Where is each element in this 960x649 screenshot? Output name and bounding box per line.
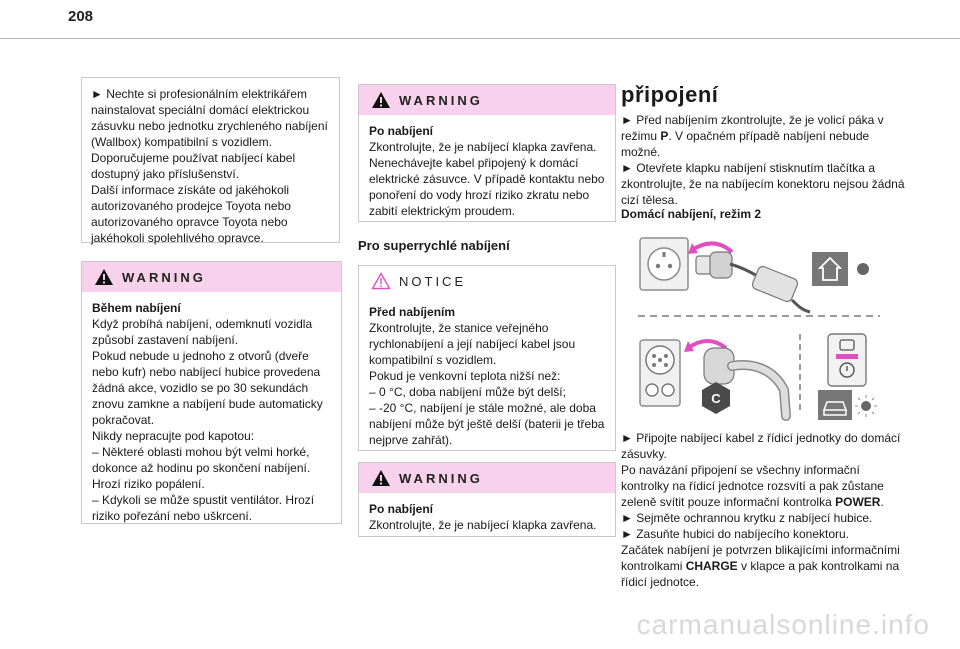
warning-header (82, 262, 341, 292)
charging-cable-plug-icon (696, 252, 810, 312)
indicator-light-icon (857, 263, 869, 275)
connection-steps (621, 430, 907, 590)
subheading-home-charging: Domácí nabíjení, režim 2 (621, 207, 762, 221)
top-divider (0, 38, 960, 39)
callout-c-badge (702, 382, 730, 414)
notice-header (359, 266, 615, 296)
warning-header (359, 463, 615, 493)
warning-triangle-icon (94, 268, 114, 286)
notice-title: Před nabíjením (369, 305, 456, 319)
section-title-superfast: Pro superrychlé nabíjení (358, 238, 510, 253)
connection-steps-text: ► Připojte nabíjecí kabel z řídicí jednotky do domácí zásuvky. Po navázání připojení se všechny informační kontrolky na řídicí jednotce rozsvítí a pak zůstane zeleně svítit pouze informační kontrolka POWER. ► Sejměte ochrannou krytku z nabíjecí hubice. ► Zasuňte hubici do nabíjecího konektoru. Začátek nabíjení je potvrzen blikajícími informačními kontrolkami CHARGE v klapce a pak kontrolkami na řídicí jednotce. (621, 431, 901, 589)
connection-intro-text: ► Před nabíjením zkontrolujte, že je volicí páka v režimu P. V opačném případě nabíjení nebude možné. ► Otevřete klapku nabíjení stisknutím tlačítka a zkontrolujte, že na nabíjecím konektoru nejsou žádná cizí tělesa. (621, 113, 905, 207)
svg-text:C: C (711, 391, 721, 406)
notice-body: Zkontrolujte, že stanice veřejného rychlonabíjení a její nabíjecí kabel jsou kompatibilní s vozidlem. Pokud je venkovní teplota nižší než: – 0 °C, doba nabíjení může být delší; – -20 °C, nabíjení je stále možné, ale doba nabíjení může být ještě delší (baterii je třeba nejprve zahřát). (369, 321, 605, 447)
warning-title: Po nabíjení (369, 502, 434, 516)
warning-header (359, 85, 615, 115)
control-unit-panel-icon (828, 334, 866, 386)
warning-box-after-charging (358, 84, 616, 222)
warning-triangle-icon (371, 91, 391, 109)
page-number: 208 (68, 8, 94, 25)
warning-triangle-icon (371, 469, 391, 487)
warning-title: Po nabíjení (369, 124, 434, 138)
warning-body: Zkontrolujte, že je nabíjecí klapka zavřena. Nenechávejte kabel připojený k domácí elektrické zásuvce. V případě kontaktu nebo ponoření do vody hrozí riziko zkratu nebo zabití elektrickým proudem. (369, 140, 605, 218)
warning-box-charging (81, 261, 342, 524)
notice-label: NOTICE (399, 273, 467, 289)
blinking-light-icon (855, 395, 877, 417)
warning-body: Když probíhá nabíjení, odemknutí vozidla způsobí zastavení nabíjení. Pokud nebude u jednoho z otvorů (dveře nebo kufr) nebo nabíjecí hubice provedena žádná akce, vozidlo se po 30 sekundách znovu zamkne a nabíjení bude automaticky pokračovat. Nikdy nepracujte pod kapotou: – Některé oblasti mohou být velmi horké, dokonce až hodinu po skončení nabíjení. Hrozí riziko popálení. – Kdykoli se může spustit ventilátor. Hrozí riziko pořezání nebo uškrcení. (92, 317, 323, 523)
warning-title: Během nabíjení (92, 301, 181, 315)
warning-body: Zkontrolujte, že je nabíjecí klapka zavřena. (369, 518, 597, 532)
section-heading-connection: připojení (621, 82, 719, 107)
notice-box (358, 265, 616, 451)
warning-label: WARNING (399, 470, 483, 486)
notice-triangle-icon (371, 272, 391, 290)
plug-in-arrow-icon (688, 341, 726, 348)
warning-label: WARNING (399, 92, 483, 108)
intro-text: ► Nechte si profesionálním elektrikářem nainstalovat speciální domácí elektrickou zásuvku nebo jednotku zrychleného nabíjení (Wallbox) kompatibilní s vozidlem. Doporučujeme používat nabíjecí kabel dostupný jako příslušenství. Další informace získáte od jakéhokoli autorizovaného prodejce Toyota nebo autorizovaného opravce Toyota nebo jakéhokoli spolehlivého opravce. (91, 87, 328, 245)
plug-in-arrow-icon (692, 243, 732, 252)
intro-box (81, 77, 340, 243)
warning-label: WARNING (122, 269, 206, 285)
watermark: carmanualsonline.info (636, 609, 930, 640)
household-socket-icon (640, 238, 688, 290)
warning-box-after-charging-2 (358, 462, 616, 537)
connection-intro (621, 112, 907, 208)
charging-illustration (634, 230, 884, 430)
vehicle-charging-socket-icon (640, 340, 680, 406)
